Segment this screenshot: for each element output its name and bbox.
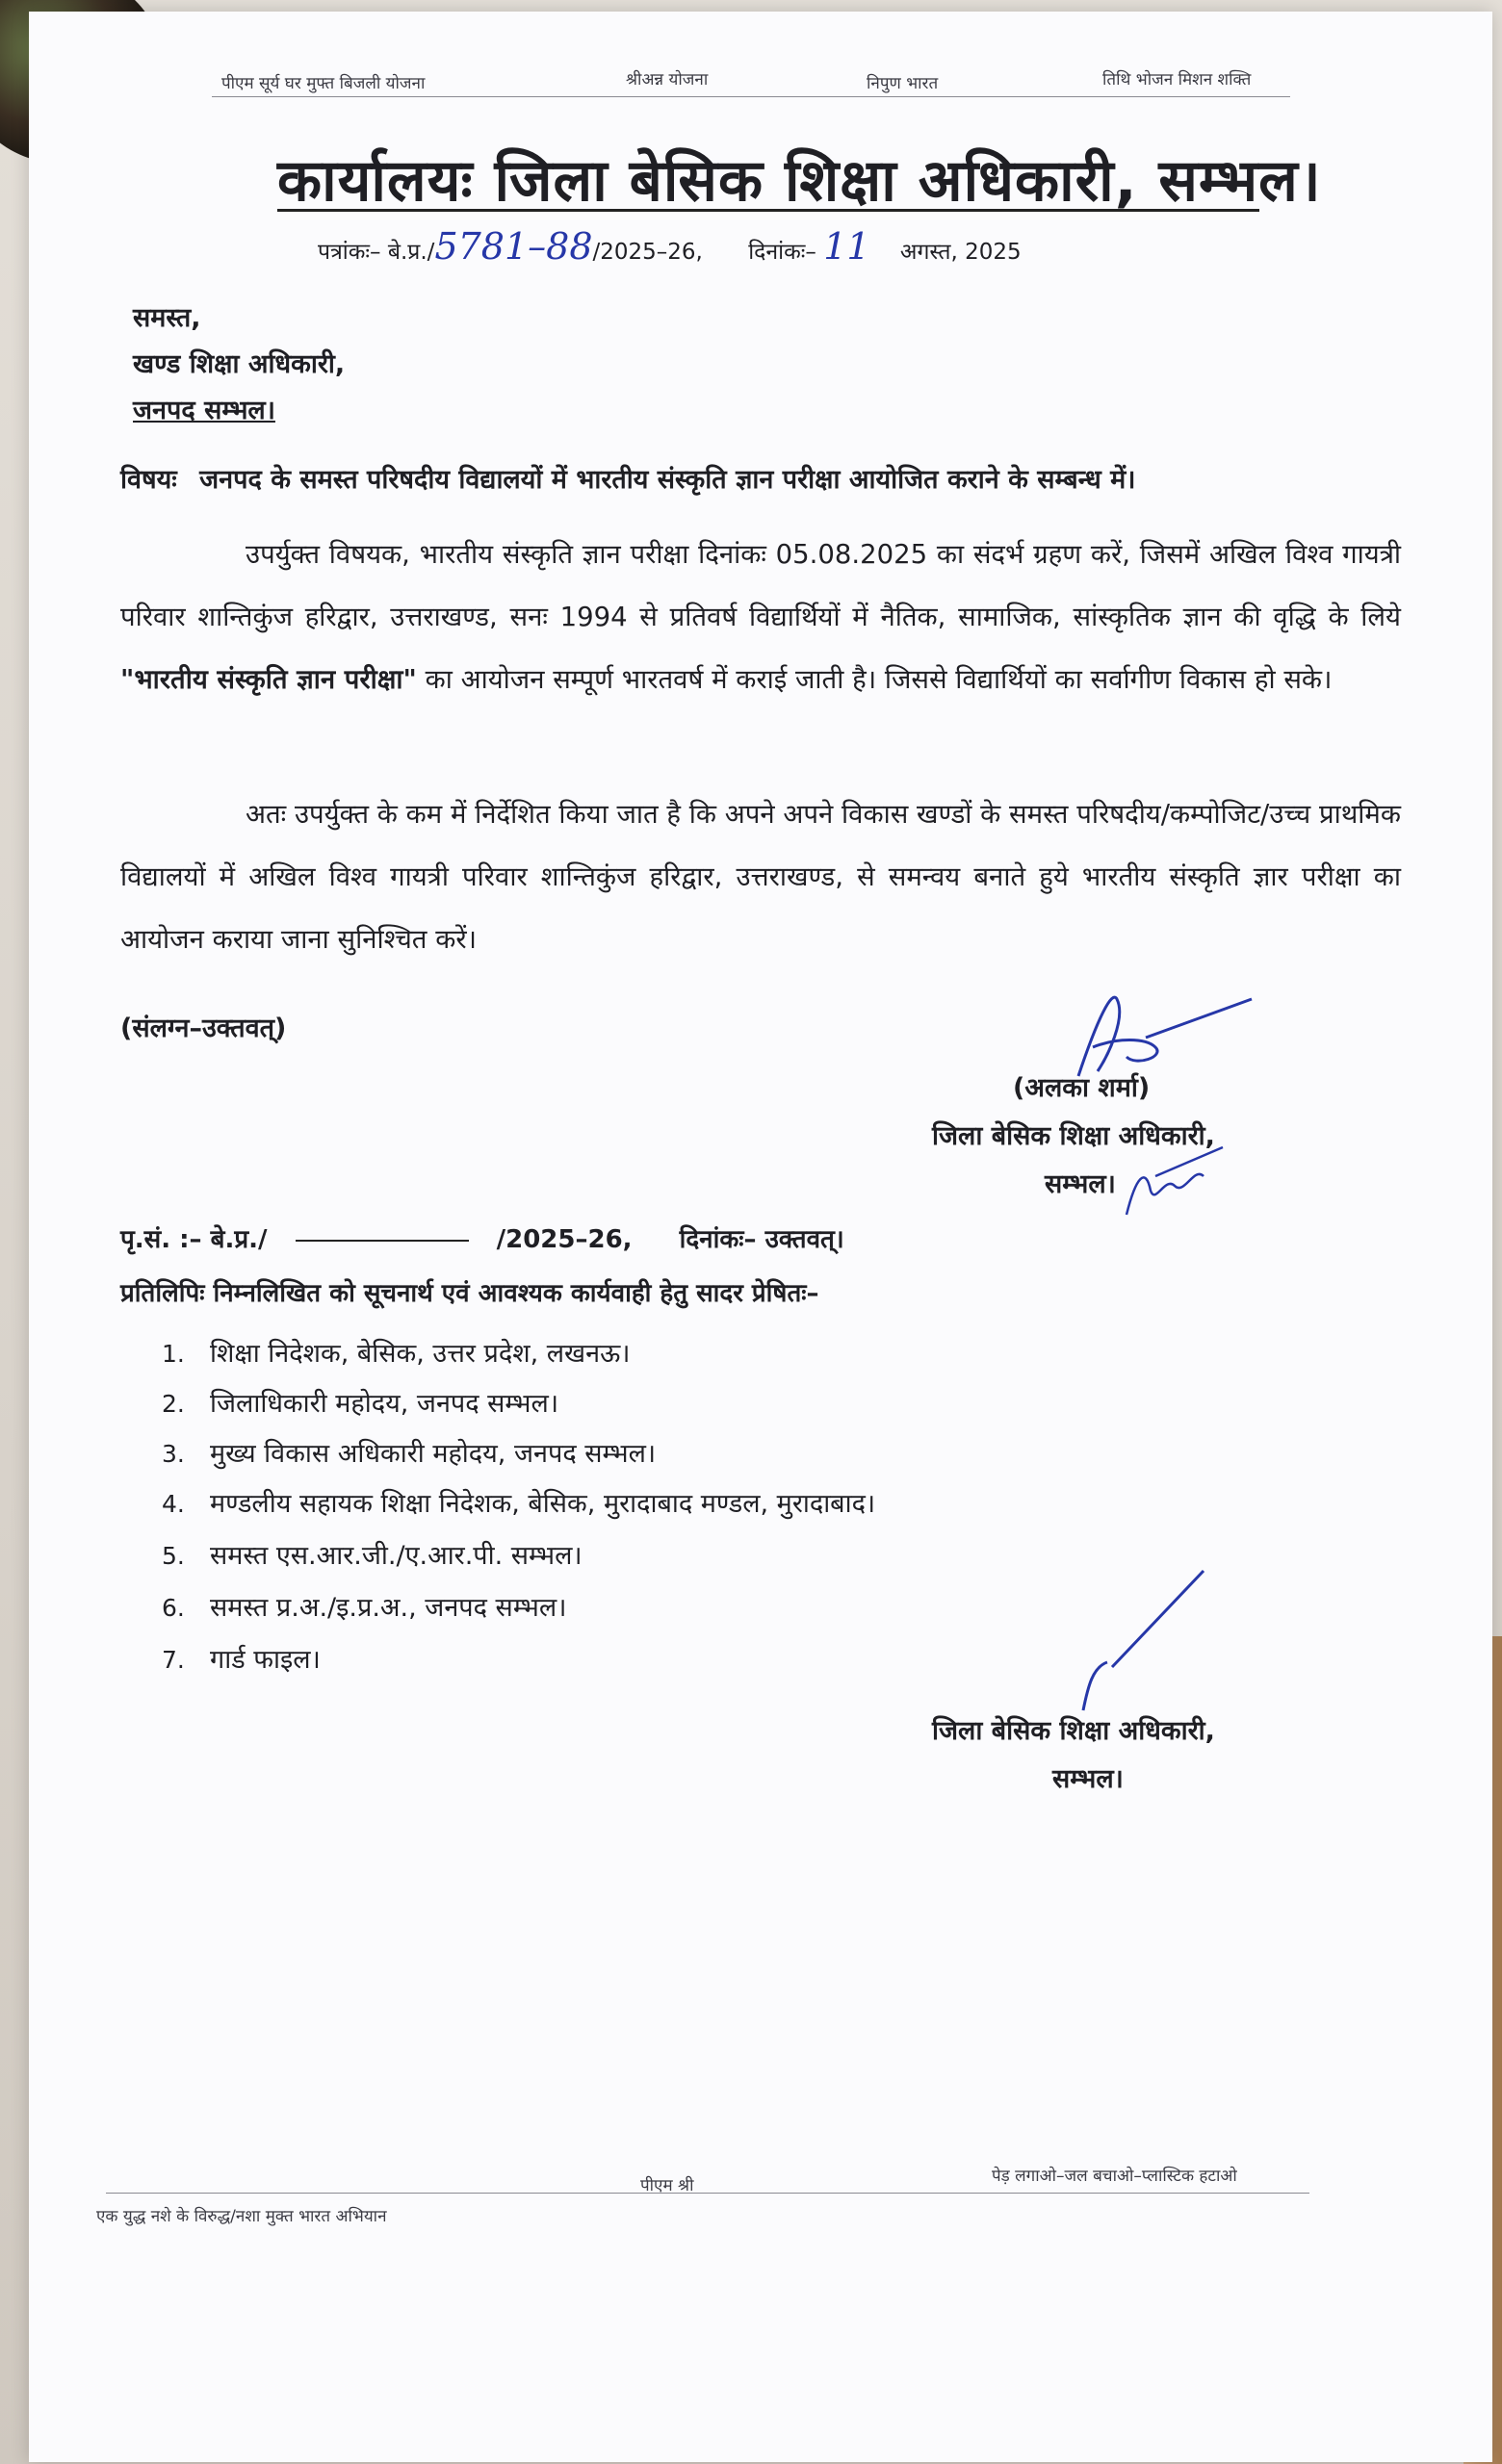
office-title: कार्यालयः जिला बेसिक शिक्षा अधिकारी, सम्भल। xyxy=(277,147,1322,215)
copy-item-3: मुख्य विकास अधिकारी महोदय, जनपद सम्भल। xyxy=(210,1439,657,1469)
copy-item-num-6: 6. xyxy=(162,1594,185,1622)
body-paragraph-1 xyxy=(120,524,1401,711)
letter-page xyxy=(29,12,1492,2462)
subject-line xyxy=(120,460,1136,496)
ps-blank xyxy=(296,1240,469,1242)
addressee-line-3: जनपद सम्भल। xyxy=(133,396,275,425)
date-day: 11 xyxy=(823,225,870,268)
header-rule xyxy=(212,96,1290,97)
enclosure-note: (संलग्न–उक्तवत्) xyxy=(120,1014,287,1043)
copy-item-num-7: 7. xyxy=(162,1646,185,1674)
copy-item-7: गार्ड फाइल। xyxy=(210,1645,321,1675)
copy-item-num-5: 5. xyxy=(162,1542,185,1570)
signatory-designation: जिला बेसिक शिक्षा अधिकारी, xyxy=(932,1121,1215,1151)
para1-start: उपर्युक्त विषयक, भारतीय संस्कृति ज्ञान परीक्षा दिनांकः 05.08.2025 का संदर्भ ग्रहण करें, जिसमें अखिल विश्व गायत्री परिवार शान्तिकुंज हरिद्वार, उत्तराखण्ड, सनः 1994 से प्रतिवर्ष विद्यार्थियों में नैतिक, सामाजिक, सांस्कृतिक ज्ञान की वृद्धि के लिये xyxy=(120,539,1401,632)
patrank-year: /2025–26, xyxy=(592,240,703,265)
header-scheme-2: श्रीअन्न योजना xyxy=(626,70,709,90)
ps-date: दिनांकः– उक्तवत्। xyxy=(679,1225,844,1254)
addressee-line-2: खण्ड शिक्षा अधिकारी, xyxy=(133,349,346,379)
copy-intro: प्रतिलिपिः निम्नलिखित को सूचनार्थ एवं आवश्यक कार्यवाही हेतु सादर प्रेषितः– xyxy=(120,1279,819,1308)
signature-scribble-2 xyxy=(1074,1571,1208,1715)
reference-line xyxy=(318,225,1022,268)
ps-year: /2025–26, xyxy=(496,1225,633,1254)
copy-item-num-1: 1. xyxy=(162,1340,185,1368)
patrank-number: 5781–88 xyxy=(434,225,593,268)
patrank-label: पत्रांकः– बे.प्र./ xyxy=(318,240,435,265)
copy-signatory-place: सम्भल। xyxy=(1052,1764,1124,1794)
footer-scheme-2: पीएम श्री xyxy=(640,2176,694,2195)
signatory-place: सम्भल। xyxy=(1045,1169,1116,1199)
header-scheme-1: पीएम सूर्य घर मुफ्त बिजली योजना xyxy=(221,74,426,93)
copy-item-4: मण्डलीय सहायक शिक्षा निदेशक, बेसिक, मुरादाबाद मण्डल, मुरादाबाद। xyxy=(210,1489,876,1519)
title-underline xyxy=(277,209,1259,212)
copy-item-6: समस्त प्र.अ./इ.प्र.अ., जनपद सम्भल। xyxy=(210,1593,567,1623)
copy-item-1: शिक्षा निदेशक, बेसिक, उत्तर प्रदेश, लखनऊ। xyxy=(210,1339,631,1369)
copy-item-5: समस्त एस.आर.जी./ए.आर.पी. सम्भल। xyxy=(210,1541,583,1571)
footer-scheme-3: पेड़ लगाओ–जल बचाओ–प्लास्टिक हटाओ xyxy=(992,2167,1237,2186)
subject-text: जनपद के समस्त परिषदीय विद्यालयों में भारतीय संस्कृति ज्ञान परीक्षा आयोजित कराने के सम्बन्ध में। xyxy=(199,465,1136,495)
ps-label: पृ.सं. :– बे.प्र./ xyxy=(120,1225,268,1254)
copy-reference-line xyxy=(120,1220,844,1255)
copy-item-num-3: 3. xyxy=(162,1440,185,1468)
copy-signatory-designation: जिला बेसिक शिक्षा अधिकारी, xyxy=(932,1716,1215,1746)
footer-rule xyxy=(106,2193,1309,2194)
para1-end: का आयोजन सम्पूर्ण भारतवर्ष में कराई जाती है। जिससे विद्यार्थियों का सर्वागीण विकास हो सके। xyxy=(425,664,1333,695)
copy-item-num-4: 4. xyxy=(162,1490,185,1518)
header-scheme-4: तिथि भोजन मिशन शक्ति xyxy=(1102,70,1252,90)
signatory-name: (अलका शर्मा) xyxy=(1013,1073,1151,1103)
copy-item-num-2: 2. xyxy=(162,1390,185,1418)
para1-bold-title: "भारतीय संस्कृति ज्ञान परीक्षा" xyxy=(120,664,417,695)
copy-item-2: जिलाधिकारी महोदय, जनपद सम्भल। xyxy=(210,1389,559,1419)
initials-scribble xyxy=(1117,1147,1232,1224)
date-label: दिनांकः– xyxy=(748,240,816,265)
date-month-year: अगस्त, 2025 xyxy=(899,240,1022,265)
subject-label: विषयः xyxy=(120,465,177,495)
body-paragraph-2: अतः उपर्युक्त के कम में निर्देशित किया जात है कि अपने अपने विकास खण्डों के समस्त परिषदीय/कम्पोजिट/उच्च प्राथमिक विद्यालयों में अखिल विश्व गायत्री परिवार शान्तिकुंज हरिद्वार, उत्तराखण्ड, से समन्वय बनाते हुये भारतीय संस्कृति ज्ञार परीक्षा का आयोजन कराया जाना सुनिश्चित करें। xyxy=(120,799,1401,955)
footer-scheme-1: एक युद्ध नशे के विरुद्ध/नशा मुक्त भारत अभियान xyxy=(96,2207,387,2226)
addressee-line-1: समस्त, xyxy=(133,303,201,333)
header-scheme-3: निपुण भारत xyxy=(867,74,939,93)
